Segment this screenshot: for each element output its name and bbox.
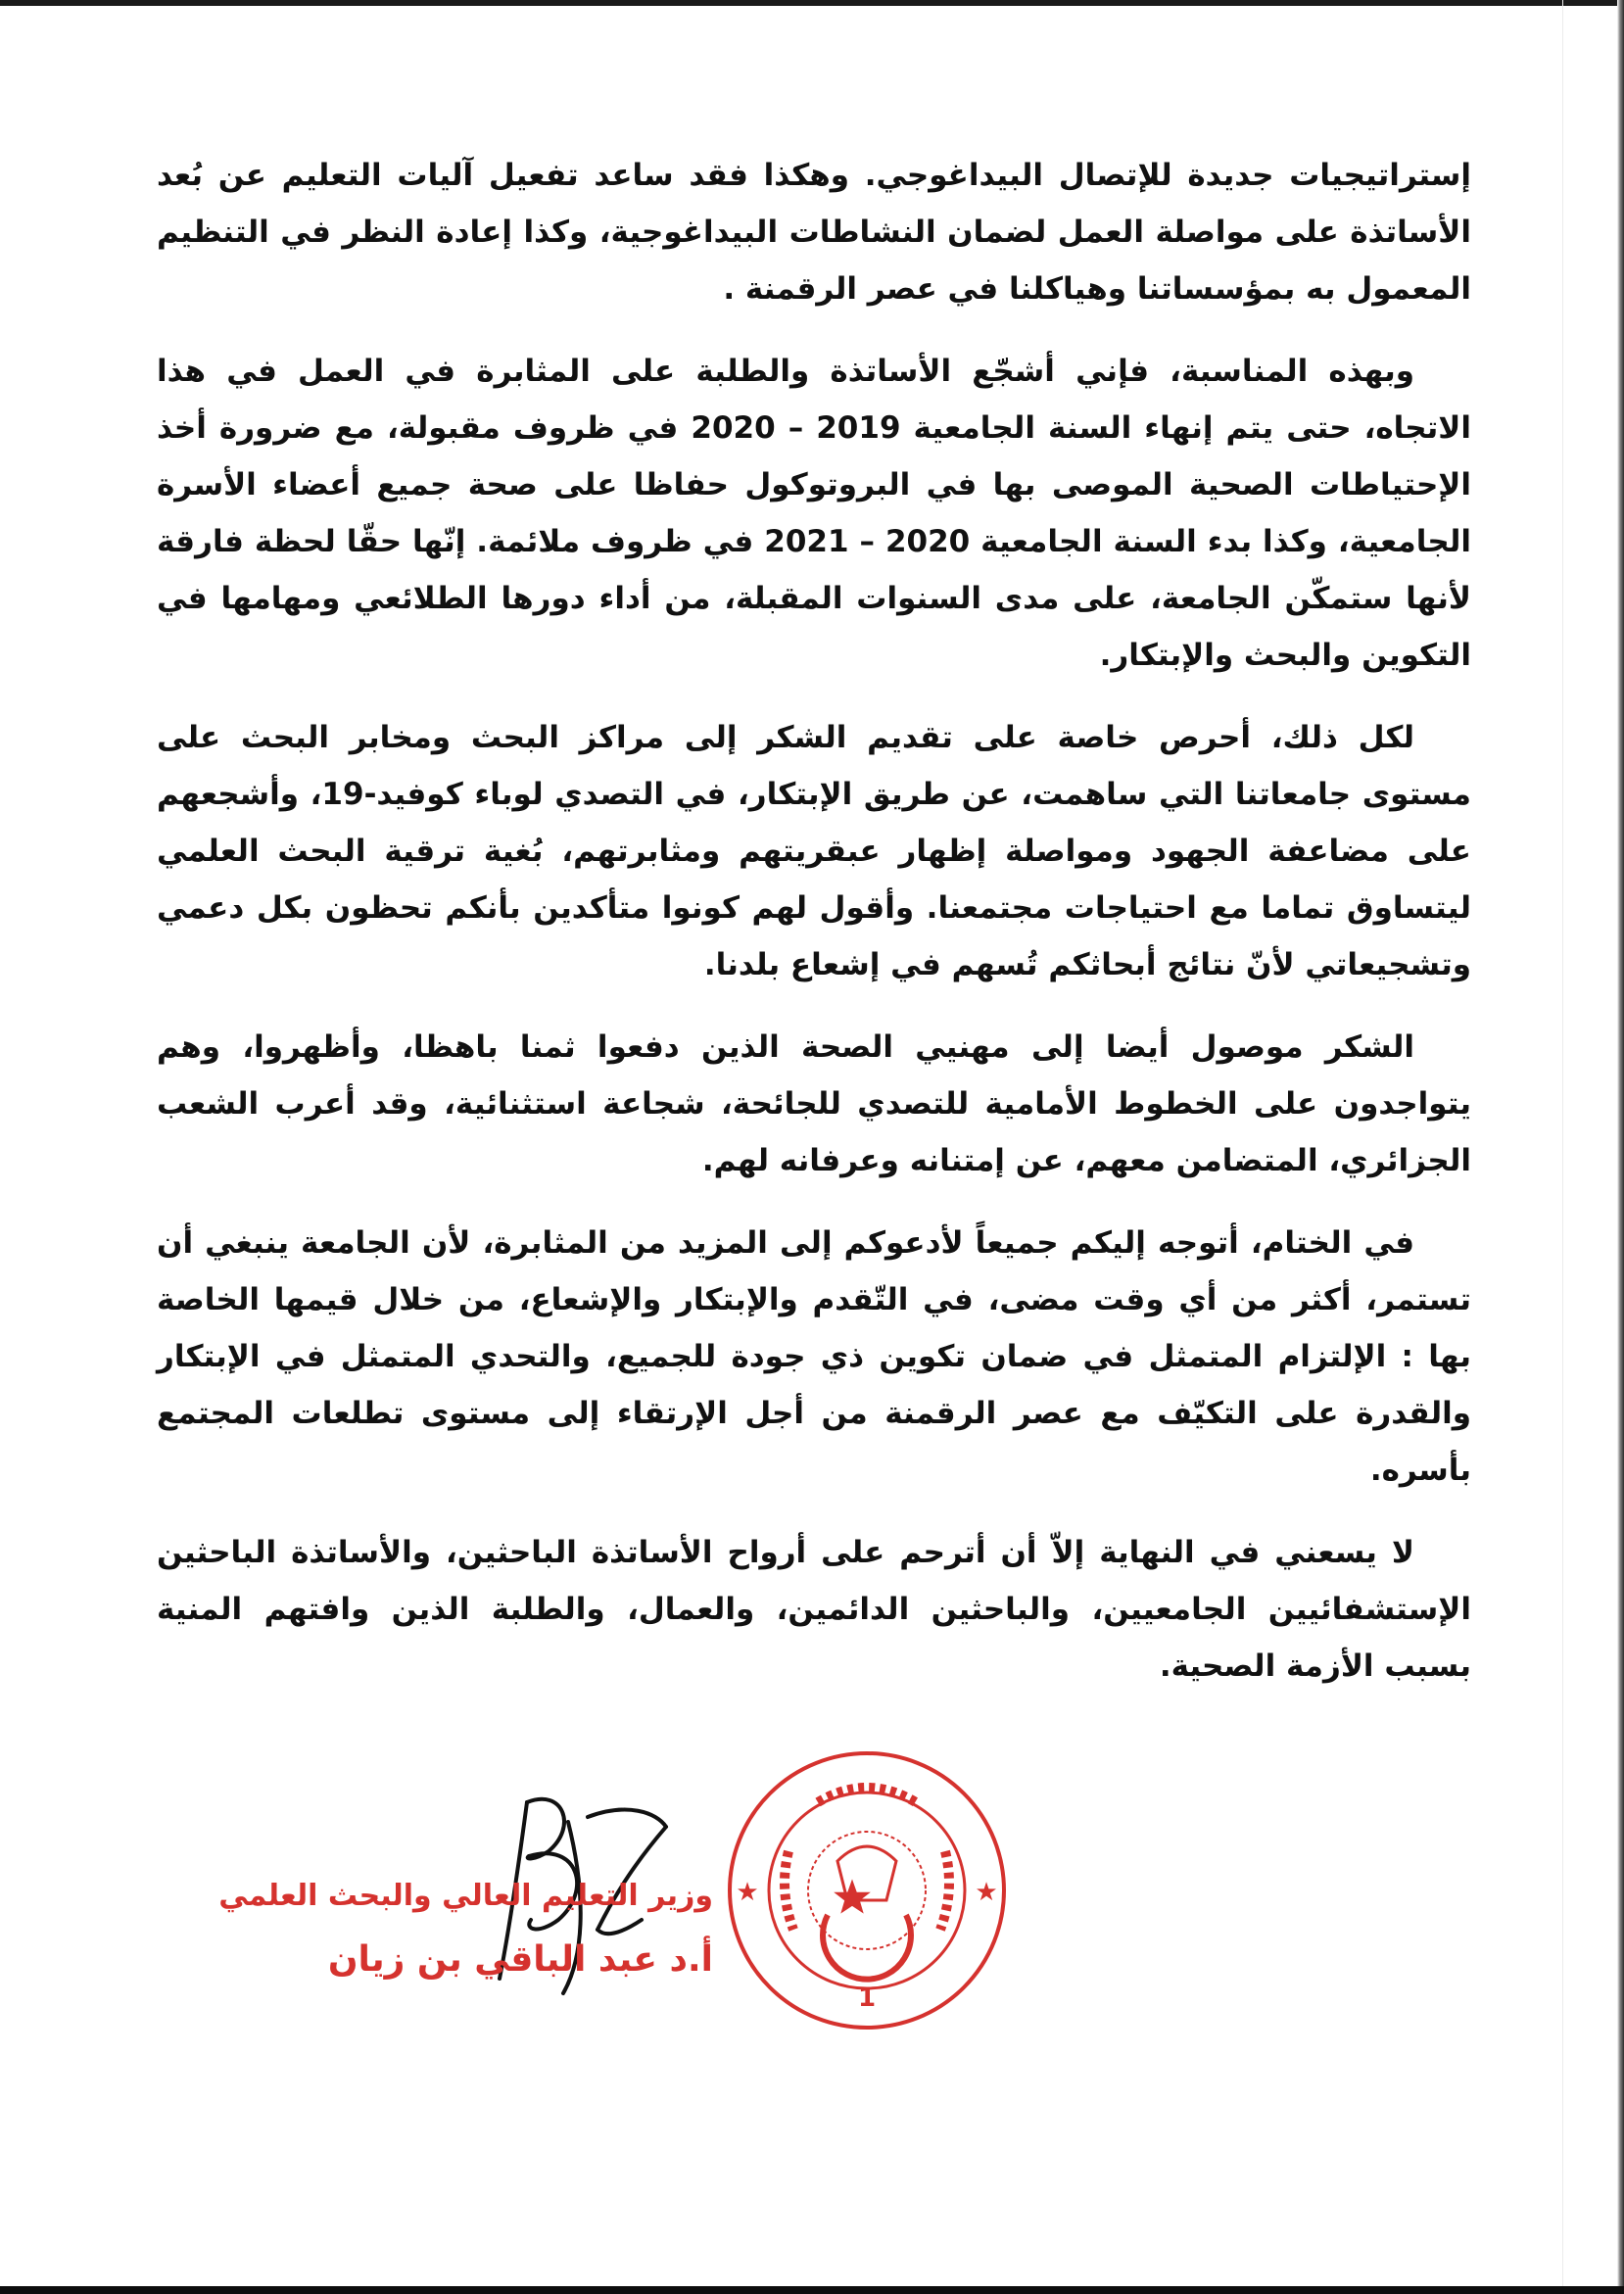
paragraph-4: الشكر موصول أيضا إلى مهنيي الصحة الذين دفعوا ثمنا باهظا، وأظهروا، وهم يتواجدون على الخطوط الأمامية للتصدي للجائحة، شجاعة استثنائية، وقد أعرب الشعب الجزائري، المتضامن معهم، عن إمتنانه وعرفانه لهم. xyxy=(157,1029,1471,1178)
letter-body xyxy=(157,147,1471,1720)
minister-name: أ.د عبد الباقي بن زيان xyxy=(327,1939,713,1980)
official-seal xyxy=(720,1744,1014,2037)
scan-edge-right xyxy=(1617,0,1624,2294)
paragraph-6: لا يسعني في النهاية إلاّ أن أترحم على أرواح الأساتذة الباحثين، والأساتذة الباحثين الإستشفائيين الجامعيين، والباحثين الدائمين، والعمال، والطلبة الذين وافتهم المنية بسبب الأزمة الصحية. xyxy=(157,1535,1471,1684)
svg-text:★: ★ xyxy=(975,1878,998,1907)
paragraph-1: إستراتيجيات جديدة للإتصال البيداغوجي. وهكذا فقد ساعد تفعيل آليات التعليم عن بُعد الأساتذة على مواصلة العمل لضمان النشاطات البيداغوجية، وكذا إعادة النظر في التنظيم المعمول به بمؤسساتنا وهياكلنا في عصر الرقمنة . xyxy=(157,158,1471,307)
paragraph-3: لكل ذلك، أحرص خاصة على تقديم الشكر إلى مراكز البحث ومخابر البحث على مستوى جامعاتنا التي ساهمت، عن طريق الإبتكار، في التصدي لوباء كوفيد-19، وأشجعهم على مضاعفة الجهود ومواصلة إظهار عبقريتهم ومثابرتهم، بُغية ترقية البحث العلمي ليتساوق تماما مع احتياجات مجتمعنا. وأقول لهم كونوا متأكدين بأنكم تحظون بكل دعمي وتشجيعاتي لأنّ نتائج أبحاثكم تُسهم في إشعاع بلدنا. xyxy=(157,720,1471,982)
scan-edge-top xyxy=(0,0,1624,6)
scan-edge-bottom xyxy=(0,2286,1624,2294)
paragraph-5: في الختام، أتوجه إليكم جميعاً لأدعوكم إلى المزيد من المثابرة، لأن الجامعة ينبغي أن تستمر، أكثر من أي وقت مضى، في التّقدم والإبتكار والإشعاع، من خلال قيمها الخاصة بها : الإلتزام المتمثل في ضمان تكوين ذي جودة للجميع، والتحدي المتمثل في الإبتكار والقدرة على التكيّف مع عصر الرقمنة من أجل الإرتقاء إلى مستوى تطلعات المجتمع بأسره. xyxy=(157,1225,1471,1488)
svg-text:★: ★ xyxy=(736,1878,759,1907)
paragraph-2: وبهذه المناسبة، فإني أشجّع الأساتذة والطلبة على المثابرة في العمل في هذا الاتجاه، حتى يتم إنهاء السنة الجامعية 2019 – 2020 في ظروف مقبولة، مع ضرورة أخذ الإحتياطات الصحية الموصى بها في البروتوكول حفاظا على صحة جميع أعضاء الأسرة الجامعية، وكذا بدء السنة الجامعية 2020 – 2021 في ظروف ملائمة. إنّها حقّا لحظة فارقة لأنها ستمكّن الجامعة، على مدى السنوات المقبلة، من أداء دورها الطلائعي ومهامها في التكوين والبحث والإبتكار. xyxy=(157,354,1471,673)
scan-margin-line xyxy=(1562,0,1563,2294)
minister-title: وزير التعليم العالي والبحث العلمي xyxy=(218,1879,713,1913)
seal-number: 1 xyxy=(857,1983,877,2013)
